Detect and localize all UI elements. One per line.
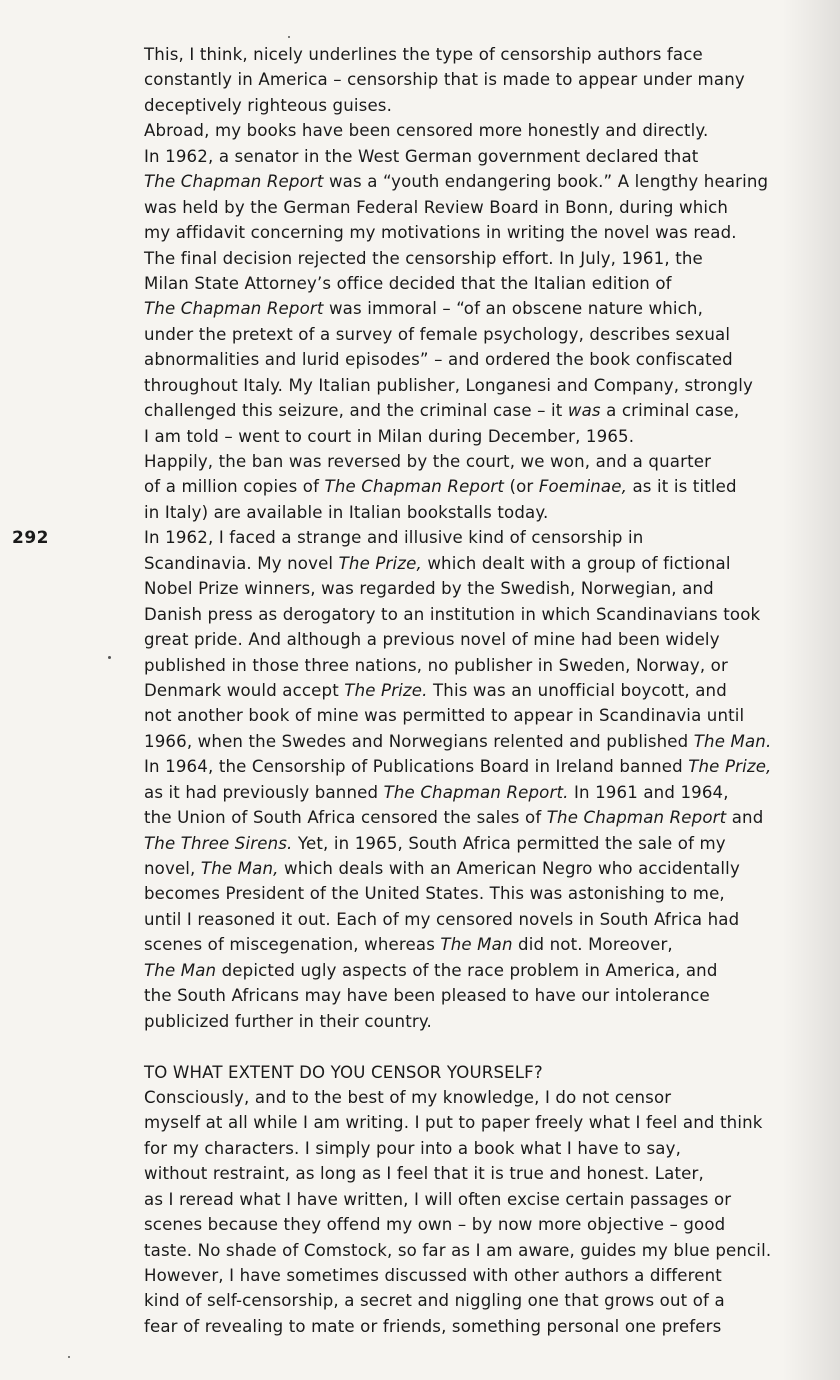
text-line: [144, 1263, 820, 1288]
text-line: [144, 169, 820, 194]
text-segment: for my characters. I simply pour into a book what I have to say,: [144, 1138, 681, 1158]
italic-title-segment: Foeminae,: [538, 477, 628, 497]
text-segment: under the pretext of a survey of female psychology, describes sexual: [144, 324, 731, 344]
text-segment: Denmark would accept: [144, 680, 345, 700]
text-segment: of a million copies of: [144, 477, 325, 497]
text-segment: In 1962, I faced a strange and illusive kind of censorship in: [144, 528, 644, 548]
italic-title-segment: The Man: [144, 960, 217, 980]
text-segment: until I reasoned it out. Each of my censored novels in South Africa had: [144, 909, 740, 929]
text-segment: which deals with an American Negro who accidentally: [278, 859, 740, 878]
text-line: [144, 1110, 820, 1135]
text-line: [144, 932, 820, 957]
text-segment: In 1962, a senator in the West German government declared that: [144, 146, 699, 166]
text-line: [144, 93, 820, 118]
body-text: [144, 42, 820, 1339]
text-segment: as I reread what I have written, I will often excise certain passages or: [144, 1189, 732, 1209]
dust-speck: [68, 1356, 70, 1358]
text-segment: I am told – went to court in Milan during December, 1965.: [144, 426, 635, 446]
text-segment: as it had previously banned: [144, 782, 384, 802]
text-line: [144, 805, 820, 830]
text-segment: Happily, the ban was reversed by the court, we won, and a quarter: [144, 452, 712, 471]
italic-title-segment: The Chapman Report: [144, 299, 324, 319]
text-segment: publicized further in their country.: [144, 1011, 432, 1031]
text-line: [144, 1161, 820, 1186]
text-segment: fear of revealing to mate or friends, something personal one prefers: [144, 1316, 722, 1336]
text-segment: Milan State Attorney’s office decided that the Italian edition of: [144, 273, 672, 293]
dust-speck: [288, 36, 290, 38]
italic-title-segment: The Prize.: [344, 680, 428, 700]
text-segment: the South Africans may have been pleased to have our intolerance: [144, 986, 710, 1006]
italic-title-segment: The Chapman Report: [144, 172, 324, 192]
text-segment: a criminal case,: [600, 401, 740, 421]
text-line: [144, 42, 820, 67]
text-segment: not another book of mine was permitted to appear in Scandinavia until: [144, 706, 745, 726]
text-segment: abnormalities and lurid episodes” – and ordered the book confiscated: [144, 350, 733, 370]
text-line: [144, 780, 820, 805]
dust-speck: [108, 656, 111, 659]
text-line: [144, 1238, 820, 1263]
text-line: [144, 195, 820, 220]
text-segment: scenes because they offend my own – by now more objective – good: [144, 1215, 726, 1235]
text-segment: was a “youth endangering book.” A lengthy hearing: [323, 172, 769, 192]
page-number: 292: [12, 528, 49, 548]
text-line: [144, 118, 820, 143]
text-line: [144, 1136, 820, 1161]
text-segment: 1966, when the Swedes and Norwegians relented and published: [144, 731, 694, 751]
text-line: [144, 373, 820, 398]
paragraph-gap: [144, 1034, 820, 1059]
text-segment: as it is titled: [627, 477, 737, 497]
text-line: [144, 754, 820, 779]
text-line: [144, 500, 820, 525]
text-line: [144, 347, 820, 372]
text-segment: The final decision rejected the censorship effort. In July, 1961, the: [144, 248, 703, 268]
text-line: [144, 1060, 820, 1085]
text-segment: Nobel Prize winners, was regarded by the Swedish, Norwegian, and: [144, 579, 714, 599]
text-line: [144, 729, 820, 754]
text-line: [144, 1314, 820, 1339]
text-segment: taste. No shade of Comstock, so far as I am aware, guides my blue pencil.: [144, 1240, 772, 1260]
text-line: [144, 271, 820, 296]
text-line: [144, 296, 820, 321]
text-segment: published in those three nations, no publisher in Sweden, Norway, or: [144, 655, 728, 675]
text-line: [144, 67, 820, 92]
text-line: [144, 856, 820, 881]
text-line: [144, 958, 820, 983]
text-line: [144, 220, 820, 245]
text-line: [144, 1009, 820, 1034]
text-segment: depicted ugly aspects of the race problem in America, and: [216, 960, 718, 980]
text-line: [144, 907, 820, 932]
text-segment: was held by the German Federal Review Board in Bonn, during which: [144, 197, 729, 217]
text-segment: throughout Italy. My Italian publisher, Longanesi and Company, strongly: [144, 375, 753, 395]
text-line: [144, 551, 820, 576]
text-segment: Danish press as derogatory to an institution in which Scandinavians took: [144, 604, 761, 624]
text-line: [144, 1212, 820, 1237]
text-line: [144, 246, 820, 271]
italic-title-segment: The Chapman Report: [324, 477, 505, 497]
text-line: [144, 983, 820, 1008]
italic-title-segment: The Man,: [200, 859, 279, 878]
text-line: [144, 881, 820, 906]
text-line: [144, 653, 820, 678]
text-segment: becomes President of the United States. This was astonishing to me,: [144, 884, 725, 904]
italic-title-segment: The Man: [440, 935, 513, 955]
text-line: [144, 703, 820, 728]
text-segment: great pride. And although a previous novel of mine had been widely: [144, 630, 720, 650]
italic-title-segment: The Man.: [693, 731, 772, 751]
italic-title-segment: The Three Sirens.: [144, 833, 293, 853]
text-segment: TO WHAT EXTENT DO YOU CENSOR YOURSELF?: [144, 1062, 543, 1082]
italic-title-segment: was: [567, 401, 601, 421]
text-segment: the Union of South Africa censored the sales of: [144, 808, 547, 828]
text-line: [144, 525, 820, 550]
italic-title-segment: The Prize,: [688, 757, 772, 777]
text-segment: Scandinavia. My novel: [144, 553, 339, 573]
text-segment: without restraint, as long as I feel that it is true and honest. Later,: [144, 1164, 704, 1184]
text-segment: myself at all while I am writing. I put to paper freely what I feel and think: [144, 1113, 763, 1133]
text-segment: challenged this seizure, and the criminal case – it: [144, 401, 568, 421]
text-line: [144, 1085, 820, 1110]
text-segment: constantly in America – censorship that is made to appear under many: [144, 70, 745, 90]
text-line: [144, 449, 820, 474]
text-line: [144, 322, 820, 347]
text-segment: This, I think, nicely underlines the type of censorship authors face: [144, 45, 703, 64]
text-segment: Abroad, my books have been censored more honestly and directly.: [144, 121, 709, 141]
italic-title-segment: The Chapman Report.: [383, 782, 569, 802]
text-line: [144, 831, 820, 856]
text-segment: In 1961 and 1964,: [568, 782, 729, 802]
text-segment: my affidavit concerning my motivations in writing the novel was read.: [144, 223, 737, 243]
text-segment: in Italy) are available in Italian bookstalls today.: [144, 502, 549, 522]
text-line: [144, 474, 820, 499]
text-segment: This was an unofficial boycott, and: [427, 680, 727, 700]
text-line: [144, 398, 820, 423]
text-line: [144, 144, 820, 169]
text-line: [144, 576, 820, 601]
text-segment: In 1964, the Censorship of Publications Board in Ireland banned: [144, 757, 689, 777]
text-line: [144, 602, 820, 627]
text-segment: scenes of miscegenation, whereas: [144, 935, 441, 955]
text-segment: Consciously, and to the best of my knowledge, I do not censor: [144, 1087, 672, 1107]
text-line: [144, 1187, 820, 1212]
text-line: [144, 678, 820, 703]
text-line: [144, 627, 820, 652]
text-segment: did not. Moreover,: [512, 935, 673, 955]
text-segment: novel,: [144, 859, 201, 878]
text-line: [144, 1288, 820, 1313]
text-segment: and: [726, 808, 764, 828]
text-segment: However, I have sometimes discussed with other authors a different: [144, 1266, 722, 1285]
italic-title-segment: The Chapman Report: [546, 808, 727, 828]
text-segment: deceptively righteous guises.: [144, 95, 393, 115]
text-segment: which dealt with a group of fictional: [421, 553, 731, 573]
text-segment: Yet, in 1965, South Africa permitted the sale of my: [292, 833, 726, 853]
text-segment: kind of self-censorship, a secret and niggling one that grows out of a: [144, 1291, 725, 1311]
italic-title-segment: The Prize,: [338, 553, 422, 573]
text-segment: was immoral – “of an obscene nature which,: [323, 299, 703, 319]
text-line: [144, 424, 820, 449]
text-segment: (or: [504, 477, 539, 497]
